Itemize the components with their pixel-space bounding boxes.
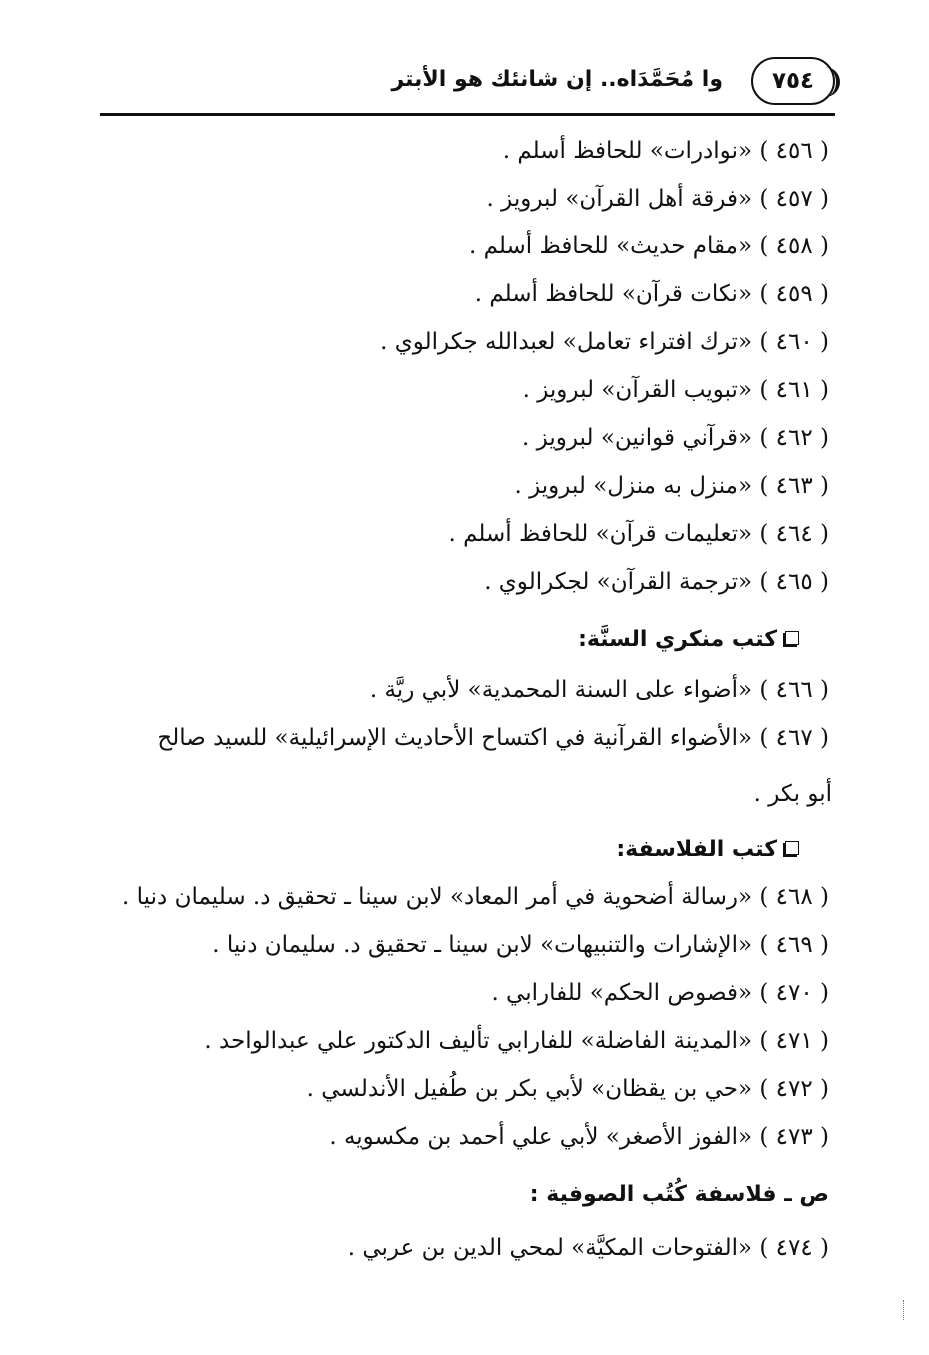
header-rule — [100, 113, 835, 116]
running-title: وا مُحَمَّدَاه.. إن شانئك هو الأبتر — [391, 67, 723, 92]
square-bullet-icon — [785, 841, 799, 855]
entry-456: ( ٤٥٦ ) «نوادرات» للحافظ أسلم . — [502, 138, 829, 164]
page-header — [100, 55, 835, 115]
entry-465: ( ٤٦٥ ) «ترجمة القرآن» لجكرالوي . — [484, 569, 829, 595]
entry-467: ( ٤٦٧ ) «الأضواء القرآنية في اكتساح الأحاديث الإسرائيلية» للسيد صالح — [157, 725, 829, 751]
entry-470: ( ٤٧٠ ) «فصوص الحكم» للفارابي . — [491, 980, 829, 1006]
entry-462: ( ٤٦٢ ) «قرآني قوانين» لبرويز . — [522, 425, 829, 451]
section-heading-sunnah-deniers — [578, 625, 799, 655]
entry-461: ( ٤٦١ ) «تبويب القرآن» لبرويز . — [522, 377, 829, 403]
section-heading-sufi-philosophers: ص ـ فلاسفة كُتُب الصوفية : — [529, 1182, 829, 1207]
entry-460: ( ٤٦٠ ) «ترك افتراء تعامل» لعبدالله جكرالوي . — [380, 329, 829, 355]
section-heading-philosophers — [616, 835, 799, 865]
margin-mark — [903, 1300, 907, 1320]
entry-458: ( ٤٥٨ ) «مقام حديث» للحافظ أسلم . — [468, 233, 829, 259]
entry-474: ( ٤٧٤ ) «الفتوحات المكيَّة» لمحي الدين بن عربي . — [347, 1235, 829, 1261]
entry-468: ( ٤٦٨ ) «رسالة أضحوية في أمر المعاد» لابن سينا ـ تحقيق د. سليمان دنيا . — [122, 884, 829, 910]
entry-459: ( ٤٥٩ ) «نكات قرآن» للحافظ أسلم . — [474, 281, 829, 307]
section-heading-text: كتب الفلاسفة: — [616, 837, 777, 862]
entry-464: ( ٤٦٤ ) «تعليمات قرآن» للحافظ أسلم . — [448, 521, 829, 547]
entry-457: ( ٤٥٧ ) «فرقة أهل القرآن» لبرويز . — [486, 186, 829, 212]
page-number: ٧٥٤ — [751, 57, 835, 105]
section-heading-text: كتب منكري السنَّة: — [578, 627, 777, 652]
entry-469: ( ٤٦٩ ) «الإشارات والتنبيهات» لابن سينا ـ تحقيق د. سليمان دنيا . — [212, 932, 829, 958]
entry-472: ( ٤٧٢ ) «حي بن يقظان» لأبي بكر بن طُفيل الأندلسي . — [306, 1076, 829, 1102]
entry-463: ( ٤٦٣ ) «منزل به منزل» لبرويز . — [514, 473, 829, 499]
entry-471: ( ٤٧١ ) «المدينة الفاضلة» للفارابي تأليف الدكتور علي عبدالواحد . — [204, 1028, 829, 1054]
entry-467-continuation: أبو بكر . — [753, 781, 832, 807]
entry-466: ( ٤٦٦ ) «أضواء على السنة المحمدية» لأبي ريَّة . — [369, 677, 829, 703]
entry-473: ( ٤٧٣ ) «الفوز الأصغر» لأبي علي أحمد بن مكسويه . — [329, 1124, 829, 1150]
square-bullet-icon — [785, 631, 799, 645]
